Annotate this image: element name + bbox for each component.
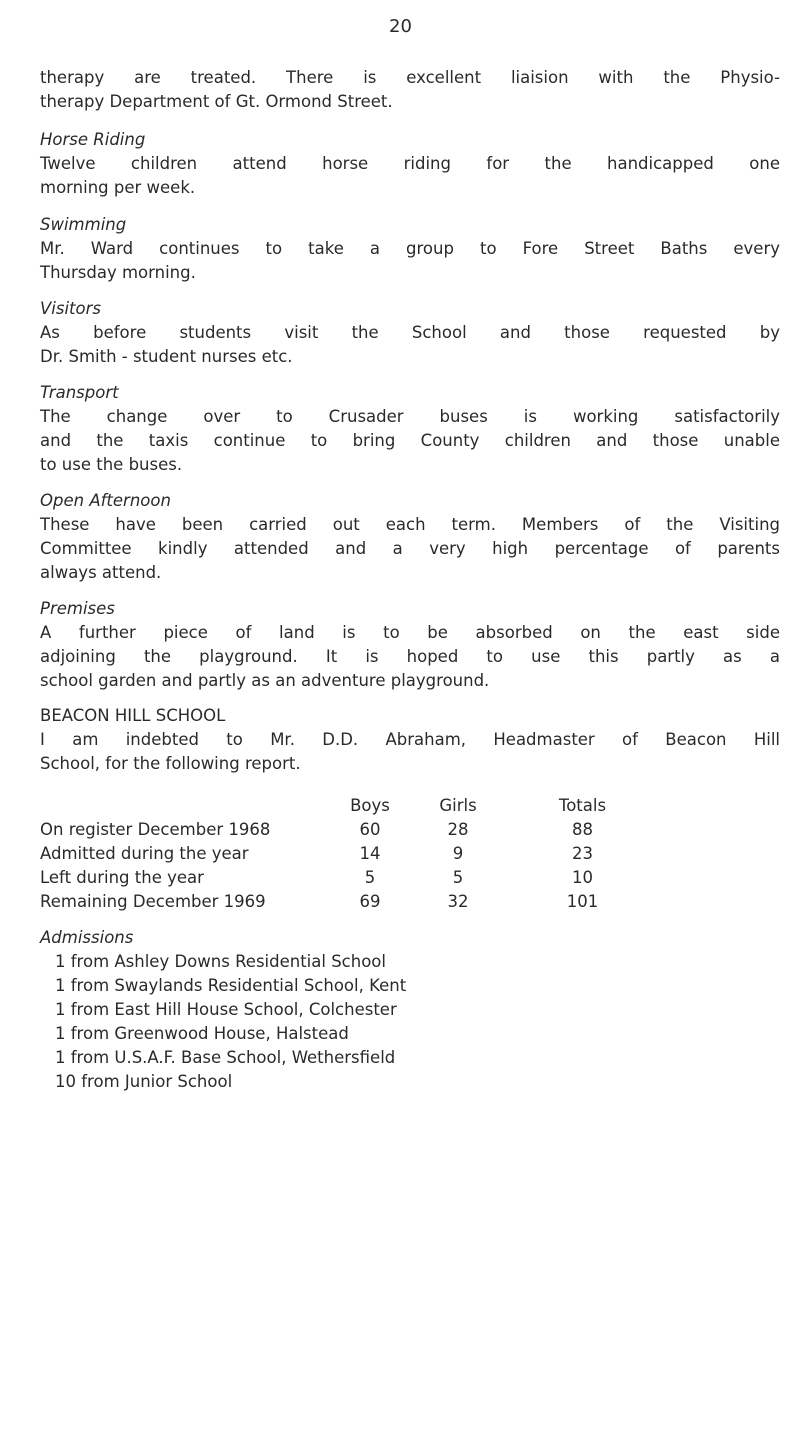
- cell-totals: 10: [572, 868, 593, 887]
- row-label: Admitted during the year: [40, 844, 249, 863]
- body-line: therapy Department of Gt. Ormond Street.: [40, 92, 393, 111]
- body-line: Mr. Ward continues to take a group to Fore Street Baths every: [40, 239, 780, 258]
- body-line: Dr. Smith - student nurses etc.: [40, 347, 293, 366]
- header-girls: Girls: [439, 796, 477, 815]
- cell-boys: 14: [359, 844, 381, 863]
- admission-item: 1 from Swaylands Residential School, Kent: [55, 976, 407, 995]
- cell-totals: 101: [566, 892, 599, 911]
- body-line: I am indebted to Mr. D.D. Abraham, Headmaster of Beacon Hill: [40, 730, 780, 749]
- cell-totals: 23: [572, 844, 593, 863]
- body-line: As before students visit the School and those requested by: [40, 323, 780, 342]
- cell-girls: 28: [447, 820, 469, 839]
- body-line: and the taxis continue to bring County children and those unable: [40, 431, 780, 450]
- section-heading: Visitors: [40, 299, 101, 318]
- row-label: Left during the year: [40, 868, 204, 887]
- cell-boys: 60: [359, 820, 381, 839]
- body-line: always attend.: [40, 563, 162, 582]
- body-line: Thursday morning.: [40, 263, 196, 282]
- cell-girls: 32: [447, 892, 469, 911]
- body-line: Twelve children attend horse riding for the handicapped one: [40, 154, 780, 173]
- cell-girls: 5: [452, 868, 464, 887]
- section-heading: Open Afternoon: [40, 491, 171, 510]
- admission-item: 1 from East Hill House School, Colchester: [55, 1000, 397, 1019]
- body-line: school garden and partly as an adventure playground.: [40, 671, 490, 690]
- section-heading: Swimming: [40, 215, 127, 234]
- body-line: School, for the following report.: [40, 754, 301, 773]
- admission-item: 1 from U.S.A.F. Base School, Wethersfield: [55, 1048, 396, 1067]
- body-line: A further piece of land is to be absorbed on the east side: [40, 623, 780, 642]
- header-totals: Totals: [558, 796, 607, 815]
- page-number: 20: [389, 16, 412, 37]
- cell-boys: 69: [359, 892, 381, 911]
- body-line: adjoining the playground. It is hoped to use this partly as a: [40, 647, 780, 666]
- body-line: Committee kindly attended and a very high percentage of parents: [40, 539, 780, 558]
- school-title: BEACON HILL SCHOOL: [40, 706, 226, 725]
- cell-girls: 9: [452, 844, 464, 863]
- admission-item: 10 from Junior School: [55, 1072, 233, 1091]
- header-boys: Boys: [350, 796, 390, 815]
- section-heading: Horse Riding: [40, 130, 146, 149]
- admission-item: 1 from Ashley Downs Residential School: [55, 952, 386, 971]
- section-heading: Transport: [40, 383, 119, 402]
- cell-boys: 5: [364, 868, 376, 887]
- body-line: The change over to Crusader buses is working satisfactorily: [40, 407, 780, 426]
- section-heading: Admissions: [40, 928, 134, 947]
- body-line: morning per week.: [40, 178, 196, 197]
- body-line: to use the buses.: [40, 455, 183, 474]
- body-line: These have been carried out each term. Members of the Visiting: [40, 515, 780, 534]
- row-label: On register December 1968: [40, 820, 271, 839]
- row-label: Remaining December 1969: [40, 892, 266, 911]
- cell-totals: 88: [572, 820, 593, 839]
- section-heading: Premises: [40, 599, 115, 618]
- admission-item: 1 from Greenwood House, Halstead: [55, 1024, 349, 1043]
- body-line: therapy are treated. There is excellent liaision with the Physio-: [40, 68, 780, 87]
